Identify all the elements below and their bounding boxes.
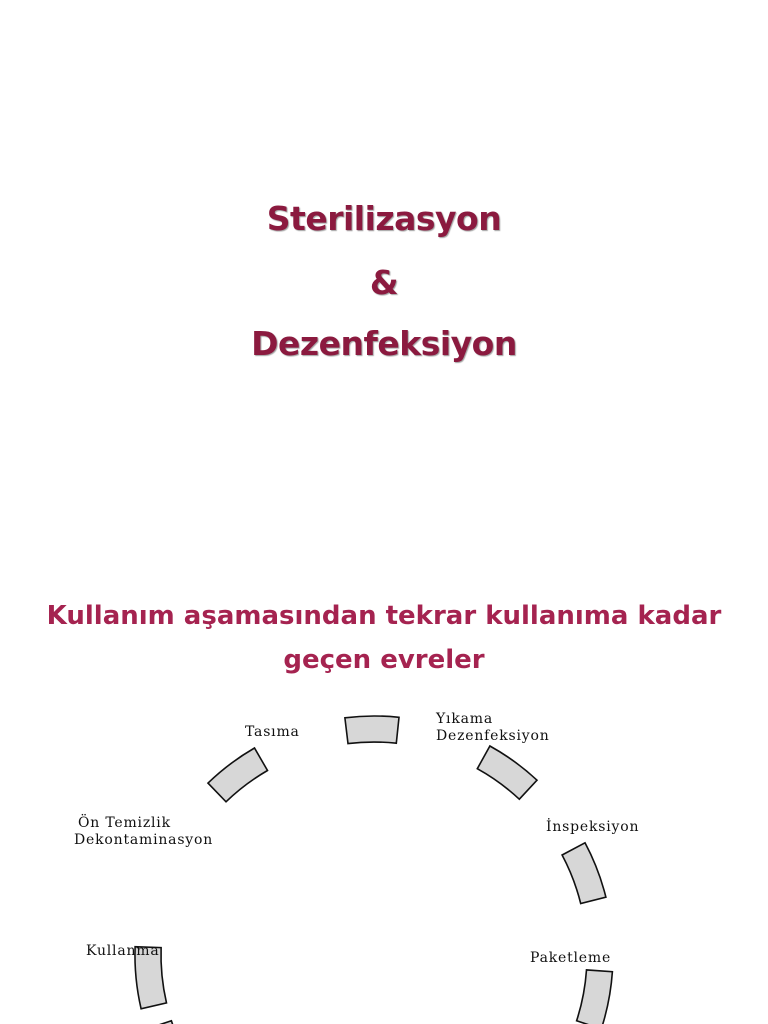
title-dezenfeksiyon: Dezenfeksiyon <box>251 324 517 363</box>
subtitle-line-2: geçen evreler <box>283 645 485 675</box>
stage-label-kullanma-line-1: Kullanma <box>86 943 160 959</box>
stage-label-on-temizlik <box>74 813 213 848</box>
stage-label-kullanma <box>86 943 160 959</box>
stage-label-inspeksiyon-line-1: İnspeksiyon <box>546 819 640 835</box>
cycle-segment-top <box>345 716 399 744</box>
stage-label-yikama-dezenfeksiyon <box>435 711 550 744</box>
stage-label-paketleme-line-1: Paketleme <box>530 950 612 966</box>
stage-label-tasima-line-1: Tasıma <box>245 724 300 740</box>
cycle-segment-lower-right <box>577 970 613 1024</box>
stage-label-inspeksiyon <box>546 817 639 835</box>
cycle-stage-labels <box>74 711 639 966</box>
cycle-segments <box>135 716 612 1024</box>
stage-label-tasima <box>245 724 300 740</box>
stage-label-on-temizlik-line-1: Ön Temizlik <box>78 815 171 831</box>
subtitle-line-1: Kullanım aşamasından tekrar kullanıma kadar <box>46 601 722 631</box>
cycle-segment-upper-left <box>208 748 268 802</box>
title-ampersand: & <box>369 263 399 302</box>
stage-label-on-temizlik-line-2: Dekontaminasyon <box>74 832 214 848</box>
stage-label-paketleme <box>530 950 611 966</box>
stage-label-yikama-dezenfeksiyon-line-1: Yıkama <box>436 711 493 727</box>
stage-label-yikama-dezenfeksiyon-line-2: Dezenfeksiyon <box>436 728 550 744</box>
title-sterilizasyon: Sterilizasyon <box>266 199 502 238</box>
cycle-segment-upper-right <box>477 746 537 799</box>
cycle-segment-right <box>562 843 606 904</box>
